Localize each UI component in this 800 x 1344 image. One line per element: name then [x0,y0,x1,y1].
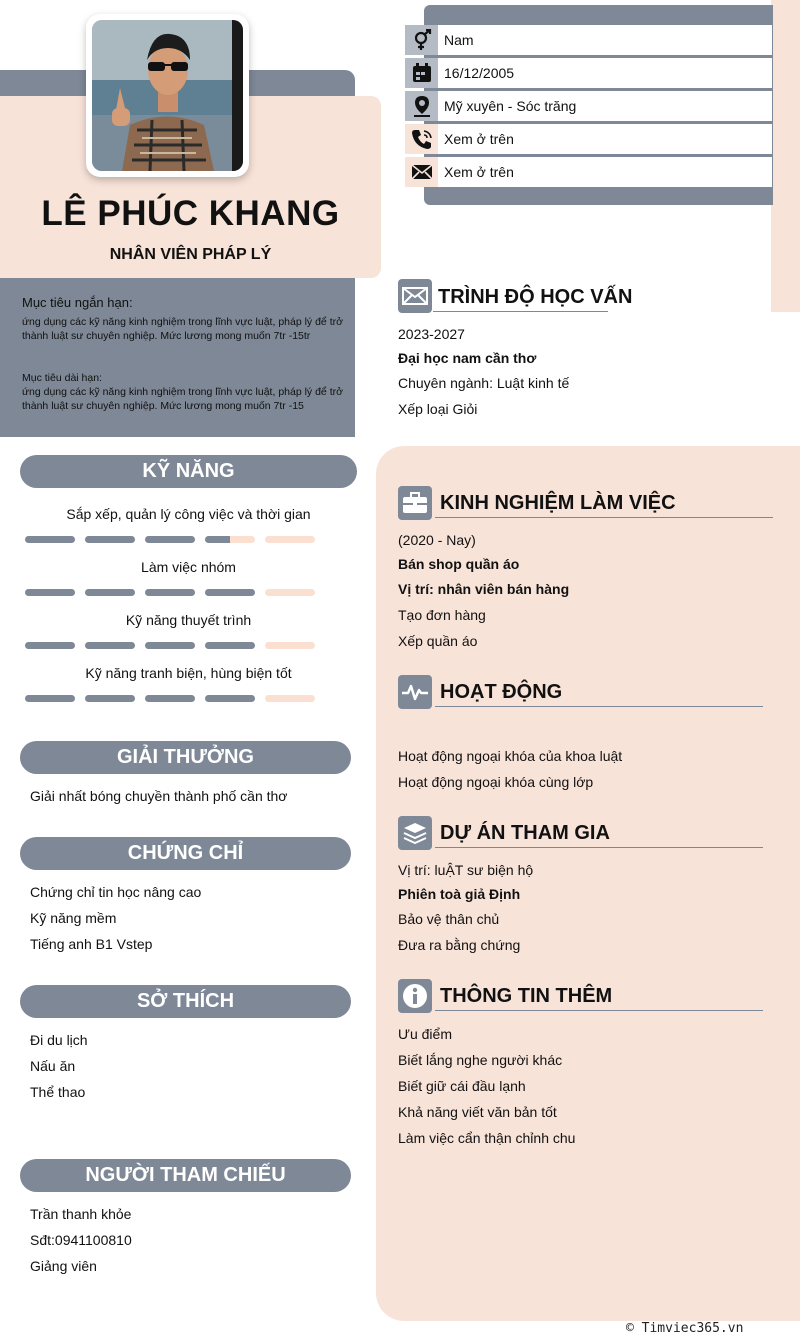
skill-bar-fill [85,589,135,596]
project-item: Đưa ra bằng chứng [398,937,521,953]
location-icon [405,91,438,121]
project-item: Bảo vệ thân chủ [398,911,500,927]
skill-name: Kỹ năng tranh biện, hùng biện tốt [85,665,292,681]
hobby-item: Nấu ăn [30,1058,76,1074]
skill-bar-segment [265,536,315,543]
education-underline [433,311,608,312]
hobbies-heading: SỞ THÍCH [20,985,351,1018]
long-term-goal-label: Mục tiêu dài hạn: [22,372,102,384]
projects-heading: DỰ ÁN THAM GIA [440,822,610,844]
extra-info-item: Làm việc cẩn thận chỉnh chu [398,1130,576,1146]
short-term-goal-text: ứng dụng các kỹ năng kinh nghiệm trong lĩnh vực luật, pháp lý để trở thành luật sư chuyên nghiệp. Mức lương mong muốn 7tr -15tr [22,316,343,342]
project-role: Vị trí: luẬT sư biện hộ [398,862,534,878]
activities-underline [435,706,763,707]
gender-value: Nam [438,25,772,55]
education-period: 2023-2027 [398,326,465,342]
reference-item: Sđt:0941100810 [30,1232,132,1248]
activity-item: Hoạt động ngoại khóa của khoa luật [398,748,623,764]
skill-name: Làm việc nhóm [141,559,236,575]
skill-bar-fill [85,695,135,702]
activity-icon [398,675,432,709]
skill-bar-fill [25,589,75,596]
skill-bar-fill [145,642,195,649]
projects-underline [435,847,763,848]
education-icon [398,279,432,313]
phone-value: Xem ở trên [438,124,772,154]
skill-bar-segment [265,589,315,596]
skill-bar-fill [205,536,230,543]
skill-bar-fill [145,589,195,596]
education-grade: Xếp loại Giỏi [398,401,478,417]
candidate-name: LÊ PHÚC KHANG [41,194,340,233]
experience-task: Tạo đơn hàng [398,607,486,623]
skill-bar-fill [145,695,195,702]
experience-underline [435,517,773,518]
long-term-goal-text: ứng dụng các kỹ năng kinh nghiệm trong lĩnh vực luật, pháp lý để trở thành luật sư chuyên nghiệp. Mức lương mong muốn 7tr -15 [22,386,343,412]
watermark: © Timviec365.vn [626,1321,744,1336]
email-icon [405,157,438,187]
skill-bar-fill [205,695,255,702]
experience-position: Vị trí: nhân viên bán hàng [398,581,570,597]
extra-info-item: Biết giữ cái đầu lạnh [398,1078,526,1094]
right-background-top [771,0,800,312]
education-heading: TRÌNH ĐỘ HỌC VẤN [438,286,633,308]
skills-heading: KỸ NĂNG [20,455,357,488]
education-school: Đại học nam cần thơ [398,350,537,366]
award-item: Giải nhất bóng chuyền thành phố cần thơ [30,788,288,804]
contact-address [405,91,772,121]
activity-item: Hoạt động ngoại khóa cùng lớp [398,774,594,790]
extra-info-item: Ưu điểm [398,1026,452,1042]
skill-bar-segment [265,695,315,702]
experience-heading: KINH NGHIỆM LÀM VIỆC [440,492,676,514]
job-title: NHÂN VIÊN PHÁP LÝ [109,246,272,263]
extra-info-underline [435,1010,763,1011]
briefcase-icon [398,486,432,520]
skill-bar-fill [145,536,195,543]
hobby-item: Đi du lịch [30,1032,88,1048]
avatar [92,20,243,171]
reference-item: Trần thanh khỏe [30,1206,132,1222]
email-value: Xem ở trên [438,157,772,187]
contact-gender [405,25,772,55]
awards-heading: GIẢI THƯỞNG [20,741,351,774]
certificate-item: Kỹ năng mềm [30,910,117,926]
skill-bar-fill [85,536,135,543]
experience-task: Xếp quần áo [398,633,478,649]
layers-icon [398,816,432,850]
skill-name: Kỹ năng thuyết trình [125,612,252,628]
birthday-value: 16/12/2005 [438,58,772,88]
activities-heading: HOẠT ĐỘNG [440,681,563,703]
certificate-item: Tiếng anh B1 Vstep [30,936,153,952]
hobby-item: Thể thao [30,1084,86,1100]
right-background [376,446,800,1321]
skill-bar-fill [205,589,255,596]
skill-bar-fill [205,642,255,649]
skill-bar-fill [25,536,75,543]
certificates-heading: CHỨNG CHỈ [20,837,351,870]
contact-phone [405,124,772,154]
short-term-goal-label: Mục tiêu ngắn hạn: [22,295,133,310]
extra-info-item: Biết lắng nghe người khác [398,1052,563,1068]
info-icon [398,979,432,1013]
project-name: Phiên toà giả Định [398,886,521,902]
skill-name: Sắp xếp, quản lý công việc và thời gian [66,506,311,522]
experience-company: Bán shop quần áo [398,556,520,572]
address-value: Mỹ xuyên - Sóc trăng [438,91,772,121]
education-major: Chuyên ngành: Luật kinh tế [398,375,570,391]
calendar-icon [405,58,438,88]
experience-period: (2020 - Nay) [398,532,476,548]
phone-icon [405,124,438,154]
extra-info-heading: THÔNG TIN THÊM [440,985,613,1007]
skill-bar-fill [25,642,75,649]
reference-item: Giảng viên [30,1258,97,1274]
certificate-item: Chứng chỉ tin học nâng cao [30,884,202,900]
references-heading: NGƯỜI THAM CHIẾU [20,1159,351,1192]
contact-birthday [405,58,772,88]
gender-icon [405,25,438,55]
contact-email [405,157,772,187]
extra-info-item: Khả năng viết văn bản tốt [398,1104,557,1120]
skill-bar-fill [25,695,75,702]
skill-bar-fill [85,642,135,649]
skill-bar-segment [265,642,315,649]
